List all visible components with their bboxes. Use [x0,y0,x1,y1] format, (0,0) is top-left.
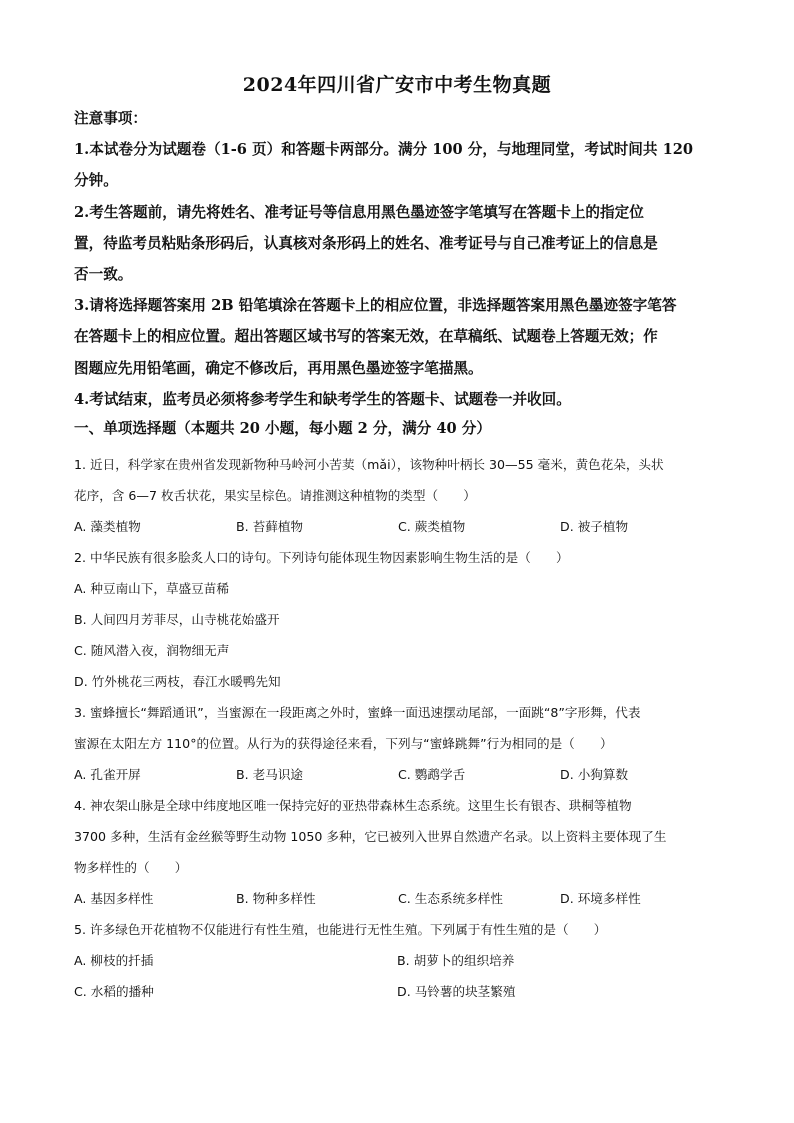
notice-item-3-line-1: 3.请将选择题答案用 2B 铅笔填涂在答题卡上的相应位置，非选择题答案用黑色墨迹签字笔答 [74,297,677,315]
question-2-stem-line-1: 2. 中华民族有很多脍炙人口的诗句。下列诗句能体现生物因素影响生物生活的是（ ） [74,550,569,565]
question-list [74,449,724,1007]
question-3-stem-line-1: 3. 蜜蜂擅长“舞蹈通讯”，当蜜源在一段距离之外时，蜜蜂一面迅速摆动尾部，一面跳“8”字形舞，代表 [74,705,641,720]
question-5-option-b: B. 胡萝卜的组织培养 [397,953,515,968]
notice-item-2-line-1: 2.考生答题前，请先将姓名、准考证号等信息用黑色墨迹签字笔填写在答题卡上的指定位 [74,203,644,221]
question-5-options-row-1 [74,945,724,976]
question-3-option-b: B. 老马识途 [236,767,304,782]
question-4-option-b: B. 物种多样性 [236,891,316,906]
page-title: 2024年四川省广安市中考生物真题 [242,74,552,96]
question-5-stem-line-1: 5. 许多绿色开花植物不仅能进行有性生殖，也能进行无性生殖。下列属于有性生殖的是（ ） [74,922,607,937]
question-4-options [74,883,724,914]
question-4-option-a: A. 基因多样性 [74,891,154,906]
question-4-stem-line-2: 3700 多种，生活有金丝猴等野生动物 1050 多种，它已被列入世界自然遗产名录。以上资料主要体现了生 [74,829,667,844]
question-2-option-c: C. 随风潜入夜，润物细无声 [74,643,230,658]
notice-item-3-line-3: 图题应先用铅笔画，确定不修改后，再用黑色墨迹签字笔描黑。 [74,359,483,377]
notice-item-3-line-2: 在答题卡上的相应位置。超出答题区域书写的答案无效，在草稿纸、试题卷上答题无效；作 [74,328,658,346]
notice-item-2-line-3: 否一致。 [74,266,133,284]
notice-item-2-line-2: 置，待监考员粘贴条形码后，认真核对条形码上的姓名、准考证号与自己准考证上的信息是 [74,234,658,252]
question-4-option-c: C. 生态系统多样性 [398,891,503,906]
question-3-options [74,759,724,790]
question-5-option-a: A. 柳枝的扦插 [74,953,154,968]
question-5-option-d: D. 马铃薯的块茎繁殖 [397,984,516,999]
question-1-options [74,511,724,542]
question-2-option-b: B. 人间四月芳菲尽，山寺桃花始盛开 [74,612,280,627]
question-1-option-a: A. 藻类植物 [74,519,141,534]
question-3-option-d: D. 小狗算数 [560,767,629,782]
question-4-stem-line-1: 4. 神农架山脉是全球中纬度地区唯一保持完好的亚热带森林生态系统。这里生长有银杏、珙桐等植物 [74,798,632,813]
question-4-stem-line-3: 物多样性的（ ） [74,860,188,875]
notice-item-1-line-1: 1.本试卷分为试题卷（1-6 页）和答题卡两部分。满分 100 分，与地理同堂，考试时间共 120 [74,141,694,159]
question-3-option-a: A. 孔雀开屏 [74,767,141,782]
question-2-option-d: D. 竹外桃花三两枝，春江水暖鸭先知 [74,674,281,689]
notice-heading: 注意事项： [74,110,147,127]
question-2-option-a: A. 种豆南山下，草盛豆苗稀 [74,581,229,596]
section-heading: 一、单项选择题（本题共 20 小题，每小题 2 分，满分 40 分） [74,420,491,437]
question-1-option-c: C. 蕨类植物 [398,519,466,534]
question-3-option-c: C. 鹦鹉学舌 [398,767,466,782]
question-5-options-row-2 [74,976,724,1007]
notice-item-1-line-2: 分钟。 [74,172,118,190]
question-4-option-d: D. 环境多样性 [560,891,641,906]
notice-item-4-line-1: 4.考试结束，监考员必须将参考学生和缺考学生的答题卡、试题卷一并收回。 [74,390,571,408]
question-1-stem-line-2: 花序，含 6—7 枚舌状花，果实呈棕色。请推测这种植物的类型（ ） [74,488,476,503]
question-1-option-d: D. 被子植物 [560,519,629,534]
notice-section [74,103,724,415]
question-1-stem-line-1: 1. 近日，科学家在贵州省发现新物种马岭河小苦荬（mǎi），该物种叶柄长 30—55 毫米，黄色花朵，头状 [74,457,664,472]
question-3-stem-line-2: 蜜源在太阳左方 110°的位置。从行为的获得途径来看，下列与“蜜蜂跳舞”行为相同的是（ ） [74,736,613,751]
question-5-option-c: C. 水稻的播种 [74,984,154,999]
question-1-option-b: B. 苔藓植物 [236,519,304,534]
